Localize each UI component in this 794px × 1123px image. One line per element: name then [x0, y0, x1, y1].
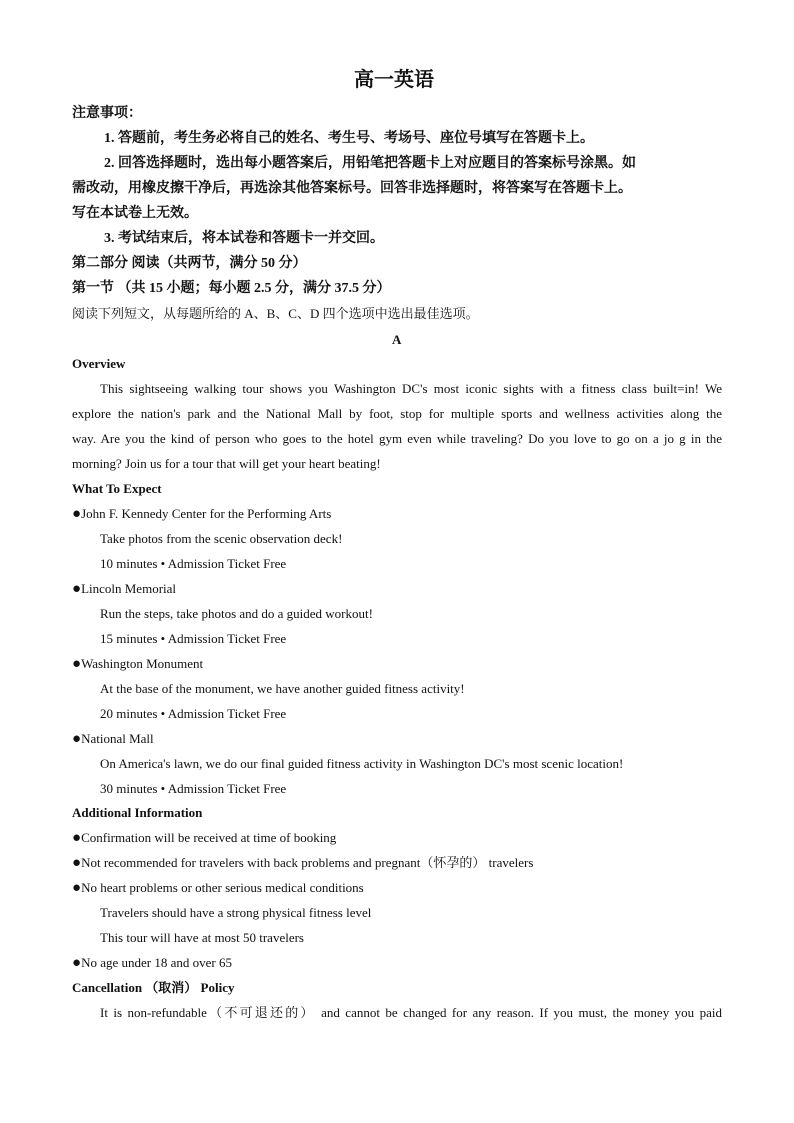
expect-item-1	[72, 504, 331, 524]
expect-item-desc: At the base of the monument, we have another guided fitness activity!	[100, 681, 465, 696]
notice-item-2-line-3: 写在本试卷上无效。	[72, 206, 198, 221]
notice-heading: 注意事项：	[72, 106, 142, 121]
expect-item-name: John F. Kennedy Center for the Performing Arts	[81, 506, 332, 521]
overview-line-1: This sightseeing walking tour shows you Washington DC's most iconic sights with a fitness class built=in! We	[100, 381, 722, 396]
additional-item-1	[72, 828, 336, 848]
overview-line-3: way. Are you the kind of person who goes to the hotel gym even while traveling? Do you love to go on a jo g in the	[72, 431, 722, 446]
expect-item-desc: Run the steps, take photos and do a guided workout!	[100, 606, 373, 621]
additional-item-2	[72, 853, 533, 873]
additional-heading: Additional Information	[72, 805, 203, 820]
bullet-icon: ●	[72, 955, 82, 971]
expect-item-3	[72, 654, 203, 674]
additional-item-3	[72, 878, 364, 898]
additional-item-text: Confirmation will be received at time of booking	[81, 830, 337, 845]
passage-label: A	[392, 332, 402, 347]
notice-item-2-line-2: 需改动，用橡皮擦干净后，再选涂其他答案标号。回答非选择题时，将答案写在答题卡上。	[72, 181, 632, 196]
section-heading: 第一节 （共 15 小题；每小题 2.5 分，满分 37.5 分）	[72, 281, 391, 296]
bullet-icon: ●	[72, 880, 82, 896]
bullet-icon: ●	[72, 830, 82, 846]
overview-line-4: morning? Join us for a tour that will get your heart beating!	[72, 456, 381, 471]
additional-item-4	[72, 953, 232, 973]
expect-item-name: National Mall	[81, 731, 154, 746]
instruction-text: 阅读下列短文，从每题所给的 A、B、C、D 四个选项中选出最佳选项。	[72, 306, 479, 321]
additional-item-text: No heart problems or other serious medical conditions	[81, 880, 364, 895]
bullet-icon: ●	[72, 581, 82, 597]
additional-item-3a: Travelers should have a strong physical fitness level	[100, 905, 372, 920]
cancellation-line-1: It is non-refundable（不可退还的） and cannot be changed for any reason. If you must, the money you paid	[100, 1005, 722, 1020]
bullet-icon: ●	[72, 656, 82, 672]
additional-item-text: No age under 18 and over 65	[81, 955, 232, 970]
part-heading: 第二部分 阅读（共两节，满分 50 分）	[72, 256, 307, 271]
expect-item-name: Washington Monument	[81, 656, 204, 671]
additional-item-3b: This tour will have at most 50 travelers	[100, 930, 304, 945]
bullet-icon: ●	[72, 731, 82, 747]
overview-line-2: explore the nation's park and the National Mall by foot, stop for multiple sports and wellness activities along the	[72, 406, 722, 421]
notice-item-1: 1. 答题前，考生务必将自己的姓名、考生号、考场号、座位号填写在答题卡上。	[104, 131, 594, 146]
expect-item-desc: On America's lawn, we do our final guided fitness activity in Washington DC's most scenic location!	[100, 756, 624, 771]
expect-item-meta: 20 minutes • Admission Ticket Free	[100, 706, 287, 721]
expect-item-4	[72, 729, 154, 749]
expect-heading: What To Expect	[72, 481, 162, 496]
notice-item-3: 3. 考试结束后，将本试卷和答题卡一并交回。	[104, 231, 384, 246]
overview-heading: Overview	[72, 356, 126, 371]
cancellation-heading: Cancellation （取消） Policy	[72, 980, 235, 995]
page-title: 高一英语	[354, 69, 434, 91]
expect-item-meta: 10 minutes • Admission Ticket Free	[100, 556, 287, 571]
notice-item-2-line-1: 2. 回答选择题时，选出每小题答案后，用铅笔把答题卡上对应题目的答案标号涂黑。如	[104, 156, 636, 171]
bullet-icon: ●	[72, 506, 82, 522]
bullet-icon: ●	[72, 855, 82, 871]
expect-item-name: Lincoln Memorial	[81, 581, 177, 596]
expect-item-meta: 30 minutes • Admission Ticket Free	[100, 781, 287, 796]
expect-item-2	[72, 579, 176, 599]
expect-item-desc: Take photos from the scenic observation deck!	[100, 531, 343, 546]
expect-item-meta: 15 minutes • Admission Ticket Free	[100, 631, 287, 646]
additional-item-text: Not recommended for travelers with back problems and pregnant（怀孕的） travelers	[81, 855, 534, 870]
